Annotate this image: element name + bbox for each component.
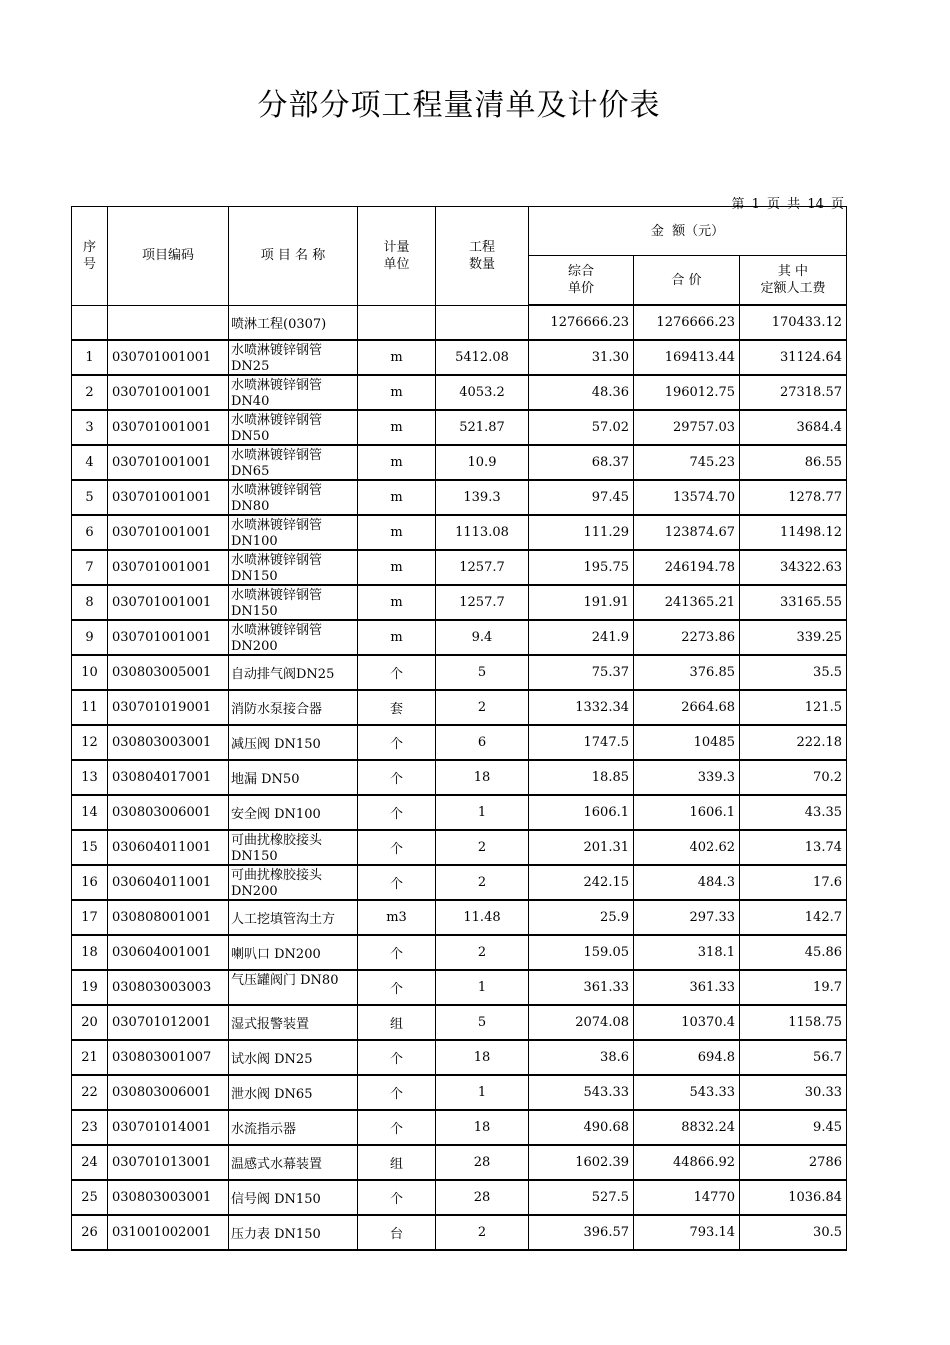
row-total: 361.33 bbox=[634, 970, 740, 1005]
row-unit: 个 bbox=[358, 655, 436, 690]
row-qty: 5412.08 bbox=[436, 340, 529, 375]
row-total: 297.33 bbox=[634, 900, 740, 935]
row-code: 030701014001 bbox=[108, 1110, 229, 1145]
header-row-1 bbox=[72, 207, 847, 256]
group-unit-price: 1276666.23 bbox=[529, 305, 634, 340]
row-unit: 个 bbox=[358, 760, 436, 795]
row-qty: 11.48 bbox=[436, 900, 529, 935]
row-unit-price: 1602.39 bbox=[529, 1145, 634, 1180]
row-unit: 组 bbox=[358, 1145, 436, 1180]
row-name bbox=[229, 550, 358, 585]
row-labor: 34322.63 bbox=[740, 550, 847, 585]
group-total: 1276666.23 bbox=[634, 305, 740, 340]
row-qty: 2 bbox=[436, 865, 529, 900]
row-labor: 2786 bbox=[740, 1145, 847, 1180]
header-name bbox=[229, 207, 358, 306]
row-unit: m bbox=[358, 445, 436, 480]
row-code: 030701001001 bbox=[108, 550, 229, 585]
row-name-text: 水喷淋镀锌钢管DN50 bbox=[231, 413, 323, 444]
row-unit-price: 25.9 bbox=[529, 900, 634, 935]
row-unit: 个 bbox=[358, 935, 436, 970]
row-name bbox=[229, 340, 358, 375]
row-unit: 套 bbox=[358, 690, 436, 725]
row-seq: 3 bbox=[72, 410, 108, 445]
row-unit-price: 68.37 bbox=[529, 445, 634, 480]
row-labor: 1278.77 bbox=[740, 480, 847, 515]
row-code: 030803003001 bbox=[108, 1180, 229, 1215]
row-name: 信号阀 DN150 bbox=[229, 1180, 358, 1215]
row-qty: 18 bbox=[436, 760, 529, 795]
row-labor: 86.55 bbox=[740, 445, 847, 480]
row-name-text: 气压罐阀门 DN80 bbox=[231, 973, 339, 988]
table-row bbox=[72, 515, 847, 550]
header-seq-label: 序 号 bbox=[82, 239, 96, 272]
row-labor: 30.33 bbox=[740, 1075, 847, 1110]
row-unit-price: 48.36 bbox=[529, 375, 634, 410]
table-row bbox=[72, 1040, 847, 1075]
header-name-label: 项 目 名 称 bbox=[260, 248, 326, 264]
row-unit-price: 57.02 bbox=[529, 410, 634, 445]
row-name: 消防水泵接合器 bbox=[229, 690, 358, 725]
row-unit: m bbox=[358, 410, 436, 445]
row-labor: 13.74 bbox=[740, 830, 847, 865]
row-qty: 1113.08 bbox=[436, 515, 529, 550]
row-qty: 139.3 bbox=[436, 480, 529, 515]
row-code: 030701019001 bbox=[108, 690, 229, 725]
row-unit: m bbox=[358, 480, 436, 515]
row-name: 喇叭口 DN200 bbox=[229, 935, 358, 970]
table-row bbox=[72, 585, 847, 620]
row-labor: 70.2 bbox=[740, 760, 847, 795]
table-row bbox=[72, 690, 847, 725]
row-unit: m bbox=[358, 550, 436, 585]
row-seq: 23 bbox=[72, 1110, 108, 1145]
row-unit: 个 bbox=[358, 1075, 436, 1110]
row-qty: 6 bbox=[436, 725, 529, 760]
row-name-text: 水喷淋镀锌钢管DN100 bbox=[231, 518, 323, 549]
table-row bbox=[72, 340, 847, 375]
row-total: 246194.78 bbox=[634, 550, 740, 585]
row-labor: 43.35 bbox=[740, 795, 847, 830]
row-unit-price: 241.9 bbox=[529, 620, 634, 655]
row-unit: m bbox=[358, 375, 436, 410]
row-code: 030701001001 bbox=[108, 620, 229, 655]
table-row bbox=[72, 620, 847, 655]
row-labor: 35.5 bbox=[740, 655, 847, 690]
row-code: 030701001001 bbox=[108, 585, 229, 620]
header-code bbox=[108, 207, 229, 306]
row-name: 减压阀 DN150 bbox=[229, 725, 358, 760]
row-name: 安全阀 DN100 bbox=[229, 795, 358, 830]
row-unit: 个 bbox=[358, 865, 436, 900]
row-unit-price: 97.45 bbox=[529, 480, 634, 515]
row-name-text: 可曲扰橡胶接头DN200 bbox=[231, 868, 323, 899]
header-amount bbox=[529, 207, 847, 256]
row-labor: 222.18 bbox=[740, 725, 847, 760]
row-labor: 121.5 bbox=[740, 690, 847, 725]
row-name-text: 可曲扰橡胶接头DN150 bbox=[231, 833, 323, 864]
row-qty: 2 bbox=[436, 1215, 529, 1250]
table-row bbox=[72, 445, 847, 480]
row-code: 030701001001 bbox=[108, 515, 229, 550]
row-seq: 13 bbox=[72, 760, 108, 795]
header-total bbox=[634, 256, 740, 306]
row-seq: 14 bbox=[72, 795, 108, 830]
row-name bbox=[229, 445, 358, 480]
row-qty: 5 bbox=[436, 655, 529, 690]
row-qty: 4053.2 bbox=[436, 375, 529, 410]
row-qty: 1257.7 bbox=[436, 550, 529, 585]
row-code: 030701001001 bbox=[108, 445, 229, 480]
row-code: 030803003003 bbox=[108, 970, 229, 1005]
header-qty-label: 工程 数量 bbox=[468, 239, 495, 272]
row-labor: 1158.75 bbox=[740, 1005, 847, 1040]
row-total: 694.8 bbox=[634, 1040, 740, 1075]
table-row bbox=[72, 1180, 847, 1215]
row-seq: 19 bbox=[72, 970, 108, 1005]
group-qty bbox=[436, 305, 529, 340]
row-labor: 9.45 bbox=[740, 1110, 847, 1145]
row-labor: 1036.84 bbox=[740, 1180, 847, 1215]
row-unit: 个 bbox=[358, 725, 436, 760]
row-unit-price: 1747.5 bbox=[529, 725, 634, 760]
row-labor: 3684.4 bbox=[740, 410, 847, 445]
group-code bbox=[108, 305, 229, 340]
row-name-text: 水喷淋镀锌钢管DN25 bbox=[231, 343, 323, 374]
row-labor: 142.7 bbox=[740, 900, 847, 935]
row-seq: 5 bbox=[72, 480, 108, 515]
row-total: 793.14 bbox=[634, 1215, 740, 1250]
row-name bbox=[229, 410, 358, 445]
header-total-label: 合 价 bbox=[671, 272, 702, 288]
row-total: 241365.21 bbox=[634, 585, 740, 620]
row-total: 29757.03 bbox=[634, 410, 740, 445]
table-row bbox=[72, 865, 847, 900]
row-total: 196012.75 bbox=[634, 375, 740, 410]
table-row bbox=[72, 655, 847, 690]
row-code: 030803005001 bbox=[108, 655, 229, 690]
table-row bbox=[72, 795, 847, 830]
table-row bbox=[72, 760, 847, 795]
row-code: 030804017001 bbox=[108, 760, 229, 795]
row-unit: m bbox=[358, 585, 436, 620]
row-seq: 22 bbox=[72, 1075, 108, 1110]
table-row bbox=[72, 1145, 847, 1180]
row-total: 169413.44 bbox=[634, 340, 740, 375]
row-qty: 2 bbox=[436, 830, 529, 865]
row-name: 试水阀 DN25 bbox=[229, 1040, 358, 1075]
table-row bbox=[72, 1215, 847, 1250]
row-unit-price: 543.33 bbox=[529, 1075, 634, 1110]
row-total: 484.3 bbox=[634, 865, 740, 900]
row-name: 水流指示器 bbox=[229, 1110, 358, 1145]
row-name-text: 水喷淋镀锌钢管DN150 bbox=[231, 553, 323, 584]
table-row bbox=[72, 1075, 847, 1110]
row-name: 压力表 DN150 bbox=[229, 1215, 358, 1250]
row-code: 030701012001 bbox=[108, 1005, 229, 1040]
row-qty: 10.9 bbox=[436, 445, 529, 480]
row-seq: 16 bbox=[72, 865, 108, 900]
row-labor: 17.6 bbox=[740, 865, 847, 900]
row-unit: m bbox=[358, 620, 436, 655]
row-qty: 9.4 bbox=[436, 620, 529, 655]
row-seq: 25 bbox=[72, 1180, 108, 1215]
row-name: 自动排气阀DN25 bbox=[229, 655, 358, 690]
row-unit-price: 191.91 bbox=[529, 585, 634, 620]
row-seq: 7 bbox=[72, 550, 108, 585]
row-labor: 30.5 bbox=[740, 1215, 847, 1250]
row-seq: 8 bbox=[72, 585, 108, 620]
row-code: 031001002001 bbox=[108, 1215, 229, 1250]
row-qty: 1 bbox=[436, 795, 529, 830]
row-unit-price: 201.31 bbox=[529, 830, 634, 865]
header-qty bbox=[436, 207, 529, 306]
row-total: 543.33 bbox=[634, 1075, 740, 1110]
table-row bbox=[72, 480, 847, 515]
row-name bbox=[229, 620, 358, 655]
row-qty: 2 bbox=[436, 935, 529, 970]
header-labor bbox=[740, 256, 847, 306]
row-total: 2273.86 bbox=[634, 620, 740, 655]
row-total: 13574.70 bbox=[634, 480, 740, 515]
row-labor: 45.86 bbox=[740, 935, 847, 970]
row-name: 人工挖填管沟土方 bbox=[229, 900, 358, 935]
row-qty: 28 bbox=[436, 1180, 529, 1215]
row-seq: 15 bbox=[72, 830, 108, 865]
row-seq: 6 bbox=[72, 515, 108, 550]
row-labor: 31124.64 bbox=[740, 340, 847, 375]
row-name bbox=[229, 375, 358, 410]
row-code: 030803006001 bbox=[108, 795, 229, 830]
row-total: 339.3 bbox=[634, 760, 740, 795]
table-row bbox=[72, 1110, 847, 1145]
row-qty: 18 bbox=[436, 1110, 529, 1145]
header-unit-price-label: 综合 单价 bbox=[567, 264, 594, 296]
page-title: 分部分项工程量清单及计价表 bbox=[257, 88, 661, 123]
table-row bbox=[72, 725, 847, 760]
row-total: 318.1 bbox=[634, 935, 740, 970]
row-name bbox=[229, 515, 358, 550]
header-unit-price bbox=[529, 256, 634, 306]
row-seq: 17 bbox=[72, 900, 108, 935]
row-total: 8832.24 bbox=[634, 1110, 740, 1145]
row-seq: 4 bbox=[72, 445, 108, 480]
row-qty: 1 bbox=[436, 1075, 529, 1110]
table-row bbox=[72, 1005, 847, 1040]
row-total: 44866.92 bbox=[634, 1145, 740, 1180]
group-row bbox=[72, 305, 847, 340]
table-row bbox=[72, 935, 847, 970]
header-code-label: 项目编码 bbox=[141, 248, 194, 264]
row-total: 376.85 bbox=[634, 655, 740, 690]
row-unit-price: 111.29 bbox=[529, 515, 634, 550]
table-row bbox=[72, 375, 847, 410]
row-code: 030803003001 bbox=[108, 725, 229, 760]
row-name-text: 水喷淋镀锌钢管DN65 bbox=[231, 448, 323, 479]
row-unit-price: 1606.1 bbox=[529, 795, 634, 830]
group-labor: 170433.12 bbox=[740, 305, 847, 340]
row-name: 温感式水幕装置 bbox=[229, 1145, 358, 1180]
row-total: 745.23 bbox=[634, 445, 740, 480]
row-unit-price: 38.6 bbox=[529, 1040, 634, 1075]
row-unit: 个 bbox=[358, 795, 436, 830]
row-unit: m bbox=[358, 340, 436, 375]
row-qty: 1 bbox=[436, 970, 529, 1005]
row-qty: 521.87 bbox=[436, 410, 529, 445]
row-unit-price: 18.85 bbox=[529, 760, 634, 795]
page-indicator: 第 1 页 共 14 页 bbox=[731, 197, 844, 212]
row-name bbox=[229, 585, 358, 620]
row-qty: 28 bbox=[436, 1145, 529, 1180]
row-qty: 1257.7 bbox=[436, 585, 529, 620]
row-unit: m3 bbox=[358, 900, 436, 935]
row-total: 10370.4 bbox=[634, 1005, 740, 1040]
row-seq: 1 bbox=[72, 340, 108, 375]
row-name-text: 水喷淋镀锌钢管DN80 bbox=[231, 483, 323, 514]
header-unit-label: 计量 单位 bbox=[383, 239, 410, 272]
row-seq: 10 bbox=[72, 655, 108, 690]
row-seq: 9 bbox=[72, 620, 108, 655]
row-unit-price: 159.05 bbox=[529, 935, 634, 970]
row-labor: 56.7 bbox=[740, 1040, 847, 1075]
row-seq: 18 bbox=[72, 935, 108, 970]
row-labor: 339.25 bbox=[740, 620, 847, 655]
row-seq: 12 bbox=[72, 725, 108, 760]
row-code: 030701001001 bbox=[108, 375, 229, 410]
row-name bbox=[229, 865, 358, 900]
row-total: 2664.68 bbox=[634, 690, 740, 725]
row-total: 1606.1 bbox=[634, 795, 740, 830]
row-name-text: 水喷淋镀锌钢管DN150 bbox=[231, 588, 323, 619]
row-labor: 27318.57 bbox=[740, 375, 847, 410]
row-unit-price: 396.57 bbox=[529, 1215, 634, 1250]
row-unit: 个 bbox=[358, 970, 436, 1005]
row-name: 湿式报警装置 bbox=[229, 1005, 358, 1040]
group-unit bbox=[358, 305, 436, 340]
row-unit: 个 bbox=[358, 1040, 436, 1075]
row-code: 030604011001 bbox=[108, 865, 229, 900]
row-code: 030701001001 bbox=[108, 480, 229, 515]
row-unit-price: 1332.34 bbox=[529, 690, 634, 725]
row-seq: 26 bbox=[72, 1215, 108, 1250]
row-total: 10485 bbox=[634, 725, 740, 760]
table-row bbox=[72, 970, 847, 1005]
row-unit-price: 242.15 bbox=[529, 865, 634, 900]
row-unit: m bbox=[358, 515, 436, 550]
row-labor: 19.7 bbox=[740, 970, 847, 1005]
row-name bbox=[229, 970, 358, 1005]
table-row bbox=[72, 830, 847, 865]
row-name bbox=[229, 480, 358, 515]
row-name-text: 水喷淋镀锌钢管DN40 bbox=[231, 378, 323, 409]
row-seq: 20 bbox=[72, 1005, 108, 1040]
header-seq bbox=[72, 207, 108, 306]
row-unit-price: 361.33 bbox=[529, 970, 634, 1005]
row-unit-price: 527.5 bbox=[529, 1180, 634, 1215]
row-name-text: 水喷淋镀锌钢管DN200 bbox=[231, 623, 323, 654]
row-code: 030803006001 bbox=[108, 1075, 229, 1110]
row-code: 030701013001 bbox=[108, 1145, 229, 1180]
row-name bbox=[229, 830, 358, 865]
row-unit: 个 bbox=[358, 1110, 436, 1145]
row-name: 泄水阀 DN65 bbox=[229, 1075, 358, 1110]
row-seq: 11 bbox=[72, 690, 108, 725]
row-unit: 台 bbox=[358, 1215, 436, 1250]
row-qty: 5 bbox=[436, 1005, 529, 1040]
row-unit: 组 bbox=[358, 1005, 436, 1040]
row-qty: 18 bbox=[436, 1040, 529, 1075]
row-name: 地漏 DN50 bbox=[229, 760, 358, 795]
row-total: 123874.67 bbox=[634, 515, 740, 550]
row-seq: 2 bbox=[72, 375, 108, 410]
group-name: 喷淋工程(0307) bbox=[229, 305, 358, 340]
row-unit-price: 75.37 bbox=[529, 655, 634, 690]
row-qty: 2 bbox=[436, 690, 529, 725]
bill-of-quantities-table bbox=[71, 206, 847, 1251]
row-code: 030701001001 bbox=[108, 340, 229, 375]
group-seq bbox=[72, 305, 108, 340]
row-code: 030604011001 bbox=[108, 830, 229, 865]
row-code: 030803001007 bbox=[108, 1040, 229, 1075]
row-labor: 33165.55 bbox=[740, 585, 847, 620]
row-unit-price: 2074.08 bbox=[529, 1005, 634, 1040]
header-labor-label: 其 中 定额人工费 bbox=[760, 264, 826, 296]
table-row bbox=[72, 410, 847, 445]
row-code: 030604001001 bbox=[108, 935, 229, 970]
row-seq: 21 bbox=[72, 1040, 108, 1075]
row-unit-price: 195.75 bbox=[529, 550, 634, 585]
row-total: 402.62 bbox=[634, 830, 740, 865]
row-code: 030808001001 bbox=[108, 900, 229, 935]
row-total: 14770 bbox=[634, 1180, 740, 1215]
row-unit: 个 bbox=[358, 830, 436, 865]
header-unit bbox=[358, 207, 436, 306]
row-code: 030701001001 bbox=[108, 410, 229, 445]
row-labor: 11498.12 bbox=[740, 515, 847, 550]
row-unit: 个 bbox=[358, 1180, 436, 1215]
row-unit-price: 31.30 bbox=[529, 340, 634, 375]
table-row bbox=[72, 900, 847, 935]
header-amount-label: 金 额（元） bbox=[650, 223, 725, 239]
row-unit-price: 490.68 bbox=[529, 1110, 634, 1145]
row-seq: 24 bbox=[72, 1145, 108, 1180]
table-row bbox=[72, 550, 847, 585]
